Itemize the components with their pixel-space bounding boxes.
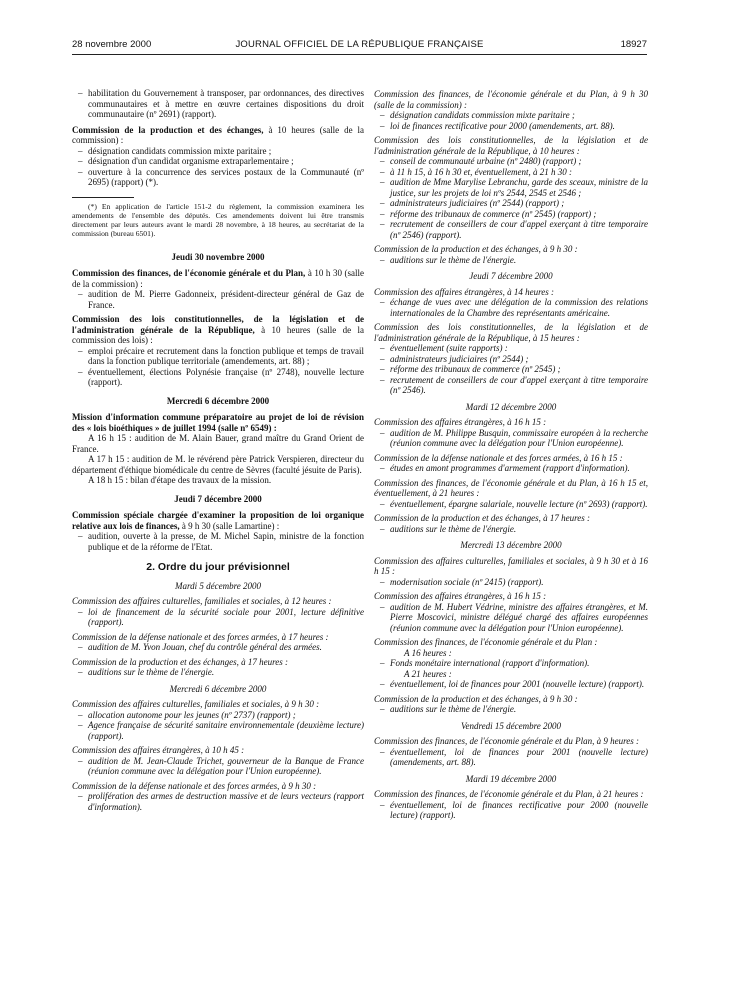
list-item: – réforme des tribunaux de commerce (nº 2545) ; xyxy=(374,364,648,375)
committee-lead xyxy=(72,125,364,146)
day-heading: Jeudi 7 décembre 2000 xyxy=(174,493,262,504)
list-item: – auditions sur le thème de l'énergie. xyxy=(72,667,364,678)
item-list xyxy=(72,146,364,188)
time-label: A 16 heures : xyxy=(404,647,452,658)
committee-block xyxy=(72,510,364,552)
committee-block xyxy=(374,417,648,449)
committee-lead: Commission de la défense nationale et des forces armées, à 16 h 15 : xyxy=(374,452,623,463)
committee-block xyxy=(72,412,364,486)
mission-paragraph: A 18 h 15 : bilan d'étape des travaux de la mission. xyxy=(88,475,272,485)
committee-lead: Commission des affaires étrangères, à 14 heures : xyxy=(374,286,554,297)
committee-lead: Commission des affaires culturelles, familiales et sociales, à 12 heures : xyxy=(72,596,332,606)
committee-block xyxy=(374,789,648,821)
list-item: – éventuellement (suite rapports) : xyxy=(374,343,648,354)
committee-block xyxy=(374,591,648,633)
committee-name: Commission de la production et des échanges, xyxy=(72,124,264,135)
day-heading: Mercredi 6 décembre 2000 xyxy=(169,683,267,694)
committee-block xyxy=(72,632,364,653)
committee-time: à 9 h 30 (salle Lamartine) : xyxy=(179,520,280,531)
item-list xyxy=(374,747,648,768)
list-item: – auditions sur le thème de l'énergie. xyxy=(374,255,648,266)
item-list xyxy=(72,710,364,742)
committee-block xyxy=(374,135,648,240)
item-list xyxy=(374,463,648,474)
list-item: – modernisation sociale (nº 2415) (rapport). xyxy=(374,577,648,588)
list-item: – audition de Mme Marylise Lebranchu, garde des sceaux, ministre de la justice, sur les projets de loi nºs 2544, 2545 et 2546 ; xyxy=(374,177,648,198)
committee-lead: Commission de la production et des échanges, à 17 heures : xyxy=(374,513,591,523)
committee-block xyxy=(72,125,364,188)
committee-lead xyxy=(72,314,364,346)
committee-block xyxy=(374,244,648,265)
item-list xyxy=(72,289,364,310)
item-list xyxy=(374,255,648,266)
list-item: – éventuellement, élections Polynésie française (nº 2748), nouvelle lecture (rapport). xyxy=(72,367,364,388)
committee-lead: Commission des finances, de l'économie générale et du Plan, à 21 heures : xyxy=(374,789,644,799)
list-item: – désignation candidats commission mixte paritaire ; xyxy=(72,146,364,157)
committee-lead: Commission des finances, de l'économie générale et du Plan, à 9 h 30 (salle de la commission) : xyxy=(374,89,648,110)
committee-block xyxy=(374,322,648,396)
day-heading: Mardi 12 décembre 2000 xyxy=(465,401,557,412)
mission-paragraph: A 16 h 15 : audition de M. Alain Bauer, grand maître du Grand Orient de France. xyxy=(72,433,364,454)
list-item: – ouverture à la concurrence des services postaux de la Communauté (nº 2695) (rapport) (*). xyxy=(72,167,364,188)
page-number: 18927 xyxy=(620,39,647,50)
list-item: – administrateurs judiciaires (nº 2544) ; xyxy=(374,354,648,365)
item-list xyxy=(72,667,364,678)
list-item: – Fonds monétaire international (rapport d'information). xyxy=(374,658,648,669)
day-heading: Mercredi 6 décembre 2000 xyxy=(166,395,270,406)
committee-block xyxy=(72,314,364,388)
footnote-rule xyxy=(72,197,134,198)
list-item: – emploi précaire et recrutement dans la fonction publique et temps de travail dans la fonction publique territoriale (amendements, art. 88) ; xyxy=(72,346,364,367)
list-item: – prolifération des armes de destruction massive et de leurs vecteurs (rapport d'information). xyxy=(72,791,364,812)
list-item: – administrateurs judiciaires (nº 2544) (rapport) ; xyxy=(374,198,648,209)
committee-lead: Commission des finances, de l'économie générale et du Plan, à 9 heures : xyxy=(374,736,640,746)
list-item: – désignation d'un candidat organisme extraparlementaire ; xyxy=(72,156,364,167)
committee-block xyxy=(374,287,648,319)
item-list xyxy=(374,524,648,535)
item-list xyxy=(72,531,364,552)
committee-lead: Commission des finances, de l'économie générale et du Plan, à 16 h 15 et, éventuellement, à 21 heures : xyxy=(374,477,648,498)
section-heading: 2. Ordre du jour prévisionnel xyxy=(146,561,290,573)
list-item: – réforme des tribunaux de commerce (nº 2545) (rapport) ; xyxy=(374,209,648,220)
page-header xyxy=(72,39,647,53)
committee-block xyxy=(374,478,648,510)
item-list xyxy=(72,756,364,777)
list-item: – audition de M. Pierre Gadonneix, président-directeur général de Gaz de France. xyxy=(72,289,364,310)
day-heading: Jeudi 7 décembre 2000 xyxy=(469,271,553,281)
list-item: – éventuellement, loi de finances pour 2001 (nouvelle lecture) (amendements, art. 88). xyxy=(374,747,648,768)
committee-lead: Commission de la défense nationale et des forces armées, à 17 heures : xyxy=(72,631,329,642)
list-item: – études en amont programmes d'armement (rapport d'information). xyxy=(374,463,648,474)
committee-name: Commission des finances, de l'économie générale et du Plan, xyxy=(72,268,306,278)
committee-time: à 10 heures (salle de la commission des lois) : xyxy=(72,324,364,345)
item-list xyxy=(374,428,648,449)
committee-block xyxy=(72,596,364,628)
item-list xyxy=(72,607,364,628)
committee-lead: Commission des lois constitutionnelles, de la législation et de l'administration générale de la République, à 10 heures : xyxy=(374,135,648,156)
list-item: – loi de financement de la sécurité sociale pour 2001, lecture définitive (rapport). xyxy=(72,607,364,628)
list-item: – auditions sur le thème de l'énergie. xyxy=(374,704,648,715)
committee-time: à 10 h 30 (salle de la commission) : xyxy=(72,268,364,289)
list-item: – Agence française de sécurité sanitaire environnementale (deuxième lecture) (rapport). xyxy=(72,720,364,741)
committee-block xyxy=(374,513,648,534)
list-item: – éventuellement, épargne salariale, nouvelle lecture (nº 2693) (rapport). xyxy=(374,499,648,510)
item-list xyxy=(72,642,364,653)
committee-name: Commission spéciale chargée d'examiner la proposition de loi organique relative aux lois de finances, xyxy=(72,510,364,531)
committee-lead: Commission de la production et des échanges, à 9 h 30 : xyxy=(374,244,578,254)
committee-lead: Commission de la défense nationale et des forces armées, à 9 h 30 : xyxy=(72,780,317,791)
list-item: – désignation candidats commission mixte paritaire ; xyxy=(374,110,648,121)
list-item: – éventuellement, loi de finances pour 2001 (nouvelle lecture) (rapport). xyxy=(374,679,648,690)
time-label: A 21 heures : xyxy=(404,668,452,679)
committee-lead: Commission de la production et des échanges, à 9 h 30 : xyxy=(374,693,578,704)
item-list xyxy=(72,346,364,388)
day-heading: Mardi 5 décembre 2000 xyxy=(174,580,262,591)
committee-lead: Commission des affaires étrangères, à 16 h 15 : xyxy=(374,417,547,427)
mission-title: Mission d'information commune préparatoire au projet de loi de révision des « lois bioéthiques » de juillet 1994 (salle nº 6549) : xyxy=(72,412,364,433)
item-list xyxy=(374,648,648,690)
committee-lead: Commission des finances, de l'économie générale et du Plan : xyxy=(374,637,598,647)
item-list xyxy=(374,156,648,240)
list-item: – éventuellement, loi de finances rectificative pour 2000 (nouvelle lecture) (rapport). xyxy=(374,800,648,821)
committee-lead: Commission des affaires étrangères, à 10 h 45 : xyxy=(72,745,245,755)
list-item: – recrutement de conseillers de cour d'appel exerçant à titre temporaire (nº 2546) (rapport). xyxy=(374,219,648,240)
committee-name: Commission des lois constitutionnelles, de la législation et de l'administration générale de la République, xyxy=(72,314,364,335)
day-heading: Mardi 19 décembre 2000 xyxy=(465,773,557,784)
committee-block xyxy=(374,736,648,768)
list-item: – à 11 h 15, à 16 h 30 et, éventuellement, à 21 h 30 : xyxy=(374,167,648,178)
committee-block xyxy=(72,745,364,777)
item-list xyxy=(374,110,648,131)
list-item: – allocation autonome pour les jeunes (nº 2737) (rapport) ; xyxy=(72,710,364,721)
committee-lead xyxy=(72,268,364,289)
committee-lead: Commission des affaires culturelles, familiales et sociales, à 9 h 30 et à 16 h 15 : xyxy=(374,555,648,576)
list-item: – échange de vues avec une délégation de la commission des relations internationales de la Chambre des représentants américaine. xyxy=(374,297,648,318)
list-item: – habilitation du Gouvernement à transposer, par ordonnances, des directives communautaires et à mettre en œuvre certaines dispositions du droit communautaire (nº 2691) (rapport). xyxy=(72,88,364,120)
header-rule xyxy=(72,54,647,55)
mission-paragraph: A 17 h 15 : audition de M. le révérend père Patrick Verspieren, directeur du département d'éthique biomédicale du centre de Sèvres (faculté jésuite de Paris). xyxy=(72,454,364,475)
list-item: – audition de M. Hubert Védrine, ministre des affaires étrangères, et M. Pierre Moscovici, ministre délégué chargé des affaires européennes (réunion commune avec la délégation pour l'Union européenne). xyxy=(374,602,648,634)
item-list xyxy=(374,297,648,318)
item-list xyxy=(374,800,648,821)
committee-lead: Commission de la production et des échanges, à 17 heures : xyxy=(72,656,289,667)
list-item: – audition de M. Yvon Jouan, chef du contrôle général des armées. xyxy=(72,642,364,653)
day-section xyxy=(72,596,364,812)
committee-block xyxy=(72,699,364,741)
item-list xyxy=(72,88,364,120)
day-heading: Vendredi 15 décembre 2000 xyxy=(460,720,562,731)
right-column xyxy=(374,89,648,825)
committee-block xyxy=(374,89,648,131)
committee-lead xyxy=(72,510,364,531)
committee-block xyxy=(374,694,648,715)
header-date: 28 novembre 2000 xyxy=(72,39,152,50)
item-list xyxy=(374,577,648,588)
item-list xyxy=(72,791,364,812)
list-item: – audition de M. Jean-Claude Trichet, gouverneur de la Banque de France (réunion commune avec la délégation pour l'Union européenne). xyxy=(72,756,364,777)
item-list xyxy=(374,704,648,715)
committee-block xyxy=(374,637,648,690)
footnote: (*) En application de l'article 151-2 du règlement, la commission examinera les amendements de l'ensemble des députés. Ces amendements doivent lui être transmis directement par leurs auteurs avant le mardi 28 novembre, à 18 heures, au secrétariat de la commission (bureau 6501). xyxy=(72,201,364,238)
list-item: – audition de M. Philippe Busquin, commissaire européen à la recherche (réunion commune avec la délégation pour l'Union européenne). xyxy=(374,428,648,449)
committee-lead: Commission des affaires étrangères, à 16 h 15 : xyxy=(374,591,547,601)
committee-lead: Commission des affaires culturelles, familiales et sociales, à 9 h 30 : xyxy=(72,699,320,709)
committee-block xyxy=(374,453,648,474)
day-heading: Mercredi 13 décembre 2000 xyxy=(460,540,562,550)
item-list xyxy=(374,343,648,396)
day-heading: Jeudi 30 novembre 2000 xyxy=(171,251,265,262)
list-item: – recrutement de conseillers de cour d'appel exerçant à titre temporaire (nº 2546). xyxy=(374,375,648,396)
list-item: – conseil de communauté urbaine (nº 2480) (rapport) ; xyxy=(374,156,648,167)
list-item: – audition, ouverte à la presse, de M. Michel Sapin, ministre de la fonction publique et de la réforme de l'Etat. xyxy=(72,531,364,552)
committee-block xyxy=(374,556,648,588)
item-list xyxy=(374,499,648,510)
item-list xyxy=(374,602,648,634)
committee-time: à 10 heures (salle de la commission) : xyxy=(72,124,364,145)
committee-block xyxy=(72,268,364,310)
committee-block xyxy=(72,781,364,813)
committee-block xyxy=(72,657,364,678)
journal-title: JOURNAL OFFICIEL DE LA RÉPUBLIQUE FRANÇAISE xyxy=(235,39,484,50)
list-item: – loi de finances rectificative pour 2000 (amendements, art. 88). xyxy=(374,121,648,132)
list-item: – auditions sur le thème de l'énergie. xyxy=(374,524,648,535)
left-column xyxy=(72,88,364,816)
committee-lead: Commission des lois constitutionnelles, de la législation et de l'administration générale de la République, à 15 heures : xyxy=(374,322,648,343)
